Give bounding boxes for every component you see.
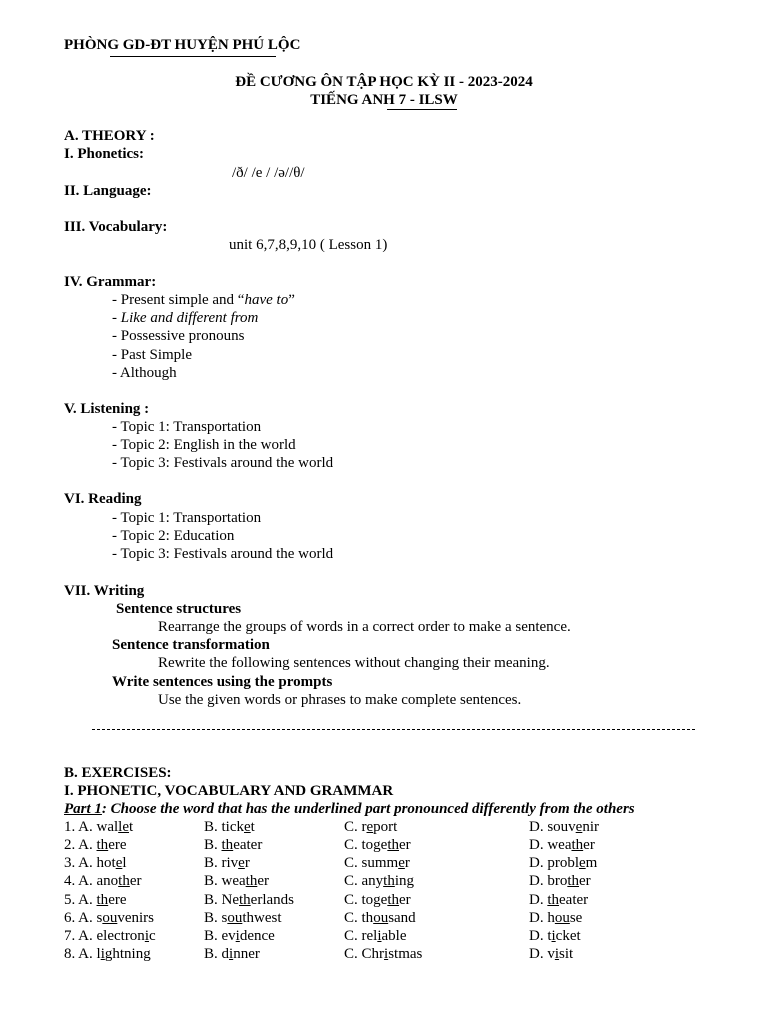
option-a [64, 872, 142, 890]
underlined-part: e [575, 819, 583, 835]
option-text: venirs [117, 909, 155, 926]
grammar-item-prefix: - Present simple and “ [112, 292, 245, 308]
option-text: D. [529, 891, 548, 908]
option-a [64, 854, 127, 872]
grammar-item-italic: have to [244, 292, 289, 308]
option-c [344, 927, 406, 945]
underlined-part: e [238, 855, 245, 872]
option-text: t [250, 819, 255, 835]
option-text: stmas [388, 946, 423, 963]
option-text: C. Chr [344, 946, 385, 963]
option-text: B. wea [204, 873, 246, 890]
option-a [64, 818, 133, 836]
school-underline [110, 56, 276, 57]
vocabulary-content: unit 6,7,8,9,10 ( Lesson 1) [229, 237, 388, 253]
underlined-part: th [571, 837, 584, 854]
underlined-part: th [383, 873, 395, 890]
underlined-part: i [144, 927, 149, 944]
underlined-part: e [244, 819, 251, 835]
underlined-part: th [96, 837, 109, 854]
option-a [64, 927, 156, 945]
option-text: dence [239, 927, 275, 944]
option-text: ing [394, 873, 415, 890]
underlined-part: ou [102, 909, 118, 926]
option-b [204, 818, 255, 836]
writing-description: Rewrite the following sentences without changing their meaning. [158, 655, 550, 671]
underlined-part: ou [227, 909, 243, 926]
option-text: 2. A. [64, 837, 97, 854]
writing-subheading: Sentence structures [116, 601, 242, 617]
option-text: eater [233, 837, 263, 854]
option-text: D. probl [529, 855, 579, 872]
grammar-item: - Possessive pronouns [112, 328, 245, 344]
option-text: thwest [242, 909, 282, 926]
option-text: 6. A. s [64, 909, 103, 926]
option-d [529, 854, 597, 872]
option-c [344, 818, 397, 836]
option-text: ere [108, 891, 127, 908]
underlined-part: i [100, 946, 105, 963]
option-b [204, 836, 262, 854]
option-text: C. th [344, 909, 374, 926]
exercises-heading: B. EXERCISES: [64, 765, 172, 781]
option-text: er [583, 837, 595, 854]
option-text: C. toge [344, 891, 388, 908]
writing-heading: VII. Writing [64, 583, 145, 599]
option-text: c [148, 927, 156, 944]
option-text: eater [559, 891, 589, 908]
language-heading: II. Language: [64, 183, 152, 199]
option-c [344, 836, 411, 854]
underlined-part: th [567, 873, 579, 890]
option-a [64, 891, 127, 909]
underlined-part: ou [554, 909, 570, 926]
option-d [529, 927, 581, 945]
option-d [529, 891, 588, 909]
question-row [64, 836, 764, 854]
underlined-part: e [115, 855, 123, 872]
option-text: nir [582, 819, 600, 835]
option-text: able [381, 927, 407, 944]
option-text: C. toge [344, 837, 388, 854]
listening-heading: V. Listening : [64, 401, 150, 417]
option-text: r [244, 855, 250, 872]
option-d [529, 836, 595, 854]
option-text: er [257, 873, 269, 890]
option-c [344, 945, 422, 963]
option-text: 1. A. wal [64, 819, 119, 835]
option-text: l [122, 855, 127, 872]
underlined-part: th [96, 891, 109, 908]
option-b [204, 854, 250, 872]
option-text: D. t [529, 927, 552, 944]
option-text: er [129, 873, 142, 890]
reading-topic: - Topic 1: Transportation [112, 510, 262, 526]
option-b [204, 872, 269, 890]
document-subtitle: TIẾNG ANH 7 - ILSW [310, 92, 458, 108]
question-row [64, 909, 764, 927]
writing-subheading: Sentence transformation [112, 637, 270, 653]
option-d [529, 945, 573, 963]
option-text: t [129, 819, 134, 835]
underlined-part: ou [373, 909, 389, 926]
option-text: 7. A. electron [64, 927, 145, 944]
option-c [344, 872, 414, 890]
option-text: r [404, 855, 410, 872]
section-divider [92, 729, 695, 730]
grammar-item-suffix: ” [288, 292, 295, 308]
question-row [64, 927, 764, 945]
option-text: sand [388, 909, 416, 926]
option-text: sit [559, 946, 574, 963]
option-text: B. Ne [204, 891, 239, 908]
listening-topic: - Topic 3: Festivals around the world [112, 455, 334, 471]
option-text: cket [555, 927, 581, 944]
grammar-heading: IV. Grammar: [64, 274, 157, 290]
listening-topic: - Topic 1: Transportation [112, 419, 262, 435]
question-row [64, 891, 764, 909]
phonetics-content: /ð/ /e / /ə//θ/ [232, 165, 305, 181]
option-c [344, 891, 411, 909]
option-text: er [399, 837, 411, 854]
option-text: B. [204, 837, 222, 854]
underlined-part: e [579, 855, 586, 872]
underlined-part: e [366, 819, 374, 835]
option-text: D. v [529, 946, 555, 963]
part1-label: Part 1 [64, 801, 102, 817]
vocabulary-heading: III. Vocabulary: [64, 219, 168, 235]
option-text: C. rel [344, 927, 378, 944]
underlined-part: th [547, 891, 560, 908]
reading-heading: VI. Reading [64, 491, 142, 507]
option-b [204, 945, 260, 963]
option-text: port [373, 819, 398, 835]
underlined-part: i [551, 927, 556, 944]
theory-heading: A. THEORY : [64, 128, 155, 144]
grammar-item: - Past Simple [112, 347, 193, 363]
grammar-item: - Like and different from [112, 310, 259, 326]
writing-subheading: Write sentences using the prompts [112, 674, 333, 690]
option-a [64, 945, 151, 963]
option-text: D. bro [529, 873, 568, 890]
question-row [64, 945, 764, 963]
option-text: B. s [204, 909, 228, 926]
part1-instruction [64, 800, 635, 818]
part1-instruction-text: : Choose the word that has the underlined part pronounced differently from the others [101, 801, 635, 817]
option-d [529, 818, 599, 836]
grammar-item: - Although [112, 365, 177, 381]
option-text: m [585, 855, 598, 872]
option-text: 3. A. hot [64, 855, 116, 872]
section-heading: I. PHONETIC, VOCABULARY AND GRAMMAR [64, 783, 394, 799]
option-text: ere [108, 837, 127, 854]
option-text: B. riv [204, 855, 239, 872]
listening-topic: - Topic 2: English in the world [112, 437, 296, 453]
underlined-part: e [398, 855, 405, 872]
underlined-part: th [221, 837, 234, 854]
option-text: C. summ [344, 855, 399, 872]
option-text: 4. A. ano [64, 873, 119, 890]
writing-description: Rearrange the groups of words in a correct order to make a sentence. [158, 619, 571, 635]
option-b [204, 891, 294, 909]
question-row [64, 854, 764, 872]
option-text: er [399, 891, 411, 908]
option-b [204, 927, 275, 945]
option-text: nner [233, 946, 260, 963]
option-text: er [579, 873, 591, 890]
option-text: B. ev [204, 927, 236, 944]
option-text: se [569, 909, 583, 926]
underlined-part: i [554, 946, 560, 963]
underlined-part: th [239, 891, 251, 908]
underlined-part: i [384, 946, 389, 963]
underlined-part: i [235, 927, 240, 944]
option-a [64, 909, 154, 927]
subtitle-underline [387, 109, 457, 110]
option-d [529, 909, 582, 927]
phonetics-heading: I. Phonetics: [64, 146, 144, 162]
underlined-part: i [229, 946, 234, 963]
question-row [64, 818, 764, 836]
document-title: ĐỀ CƯƠNG ÔN TẬP HỌC KỲ II - 2023-2024 [235, 74, 533, 90]
grammar-item [112, 291, 295, 309]
option-text: D. souv [529, 819, 576, 835]
option-text: erlands [250, 891, 294, 908]
underlined-part: th [118, 873, 130, 890]
option-a [64, 836, 127, 854]
option-b [204, 909, 282, 927]
school-name: PHÒNG GD-ĐT HUYỆN PHÚ LỘC [64, 37, 301, 53]
option-c [344, 854, 410, 872]
underlined-part: th [387, 837, 400, 854]
option-c [344, 909, 416, 927]
reading-topic: - Topic 3: Festivals around the world [112, 546, 334, 562]
reading-topic: - Topic 2: Education [112, 528, 235, 544]
option-d [529, 872, 591, 890]
option-text: D. h [529, 909, 555, 926]
option-text: 8. A. l [64, 946, 101, 963]
underlined-part: th [245, 873, 258, 890]
option-text: 5. A. [64, 891, 97, 908]
writing-description: Use the given words or phrases to make complete sentences. [158, 692, 522, 708]
option-text: C. any [344, 873, 384, 890]
underlined-part: i [377, 927, 382, 944]
option-text: B. tick [204, 819, 244, 835]
option-text: D. wea [529, 837, 572, 854]
option-text: B. d [204, 946, 230, 963]
underlined-part: le [118, 819, 129, 835]
question-row [64, 872, 764, 890]
option-text: ghtning [104, 946, 151, 963]
underlined-part: th [387, 891, 400, 908]
option-text: C. r [344, 819, 367, 835]
